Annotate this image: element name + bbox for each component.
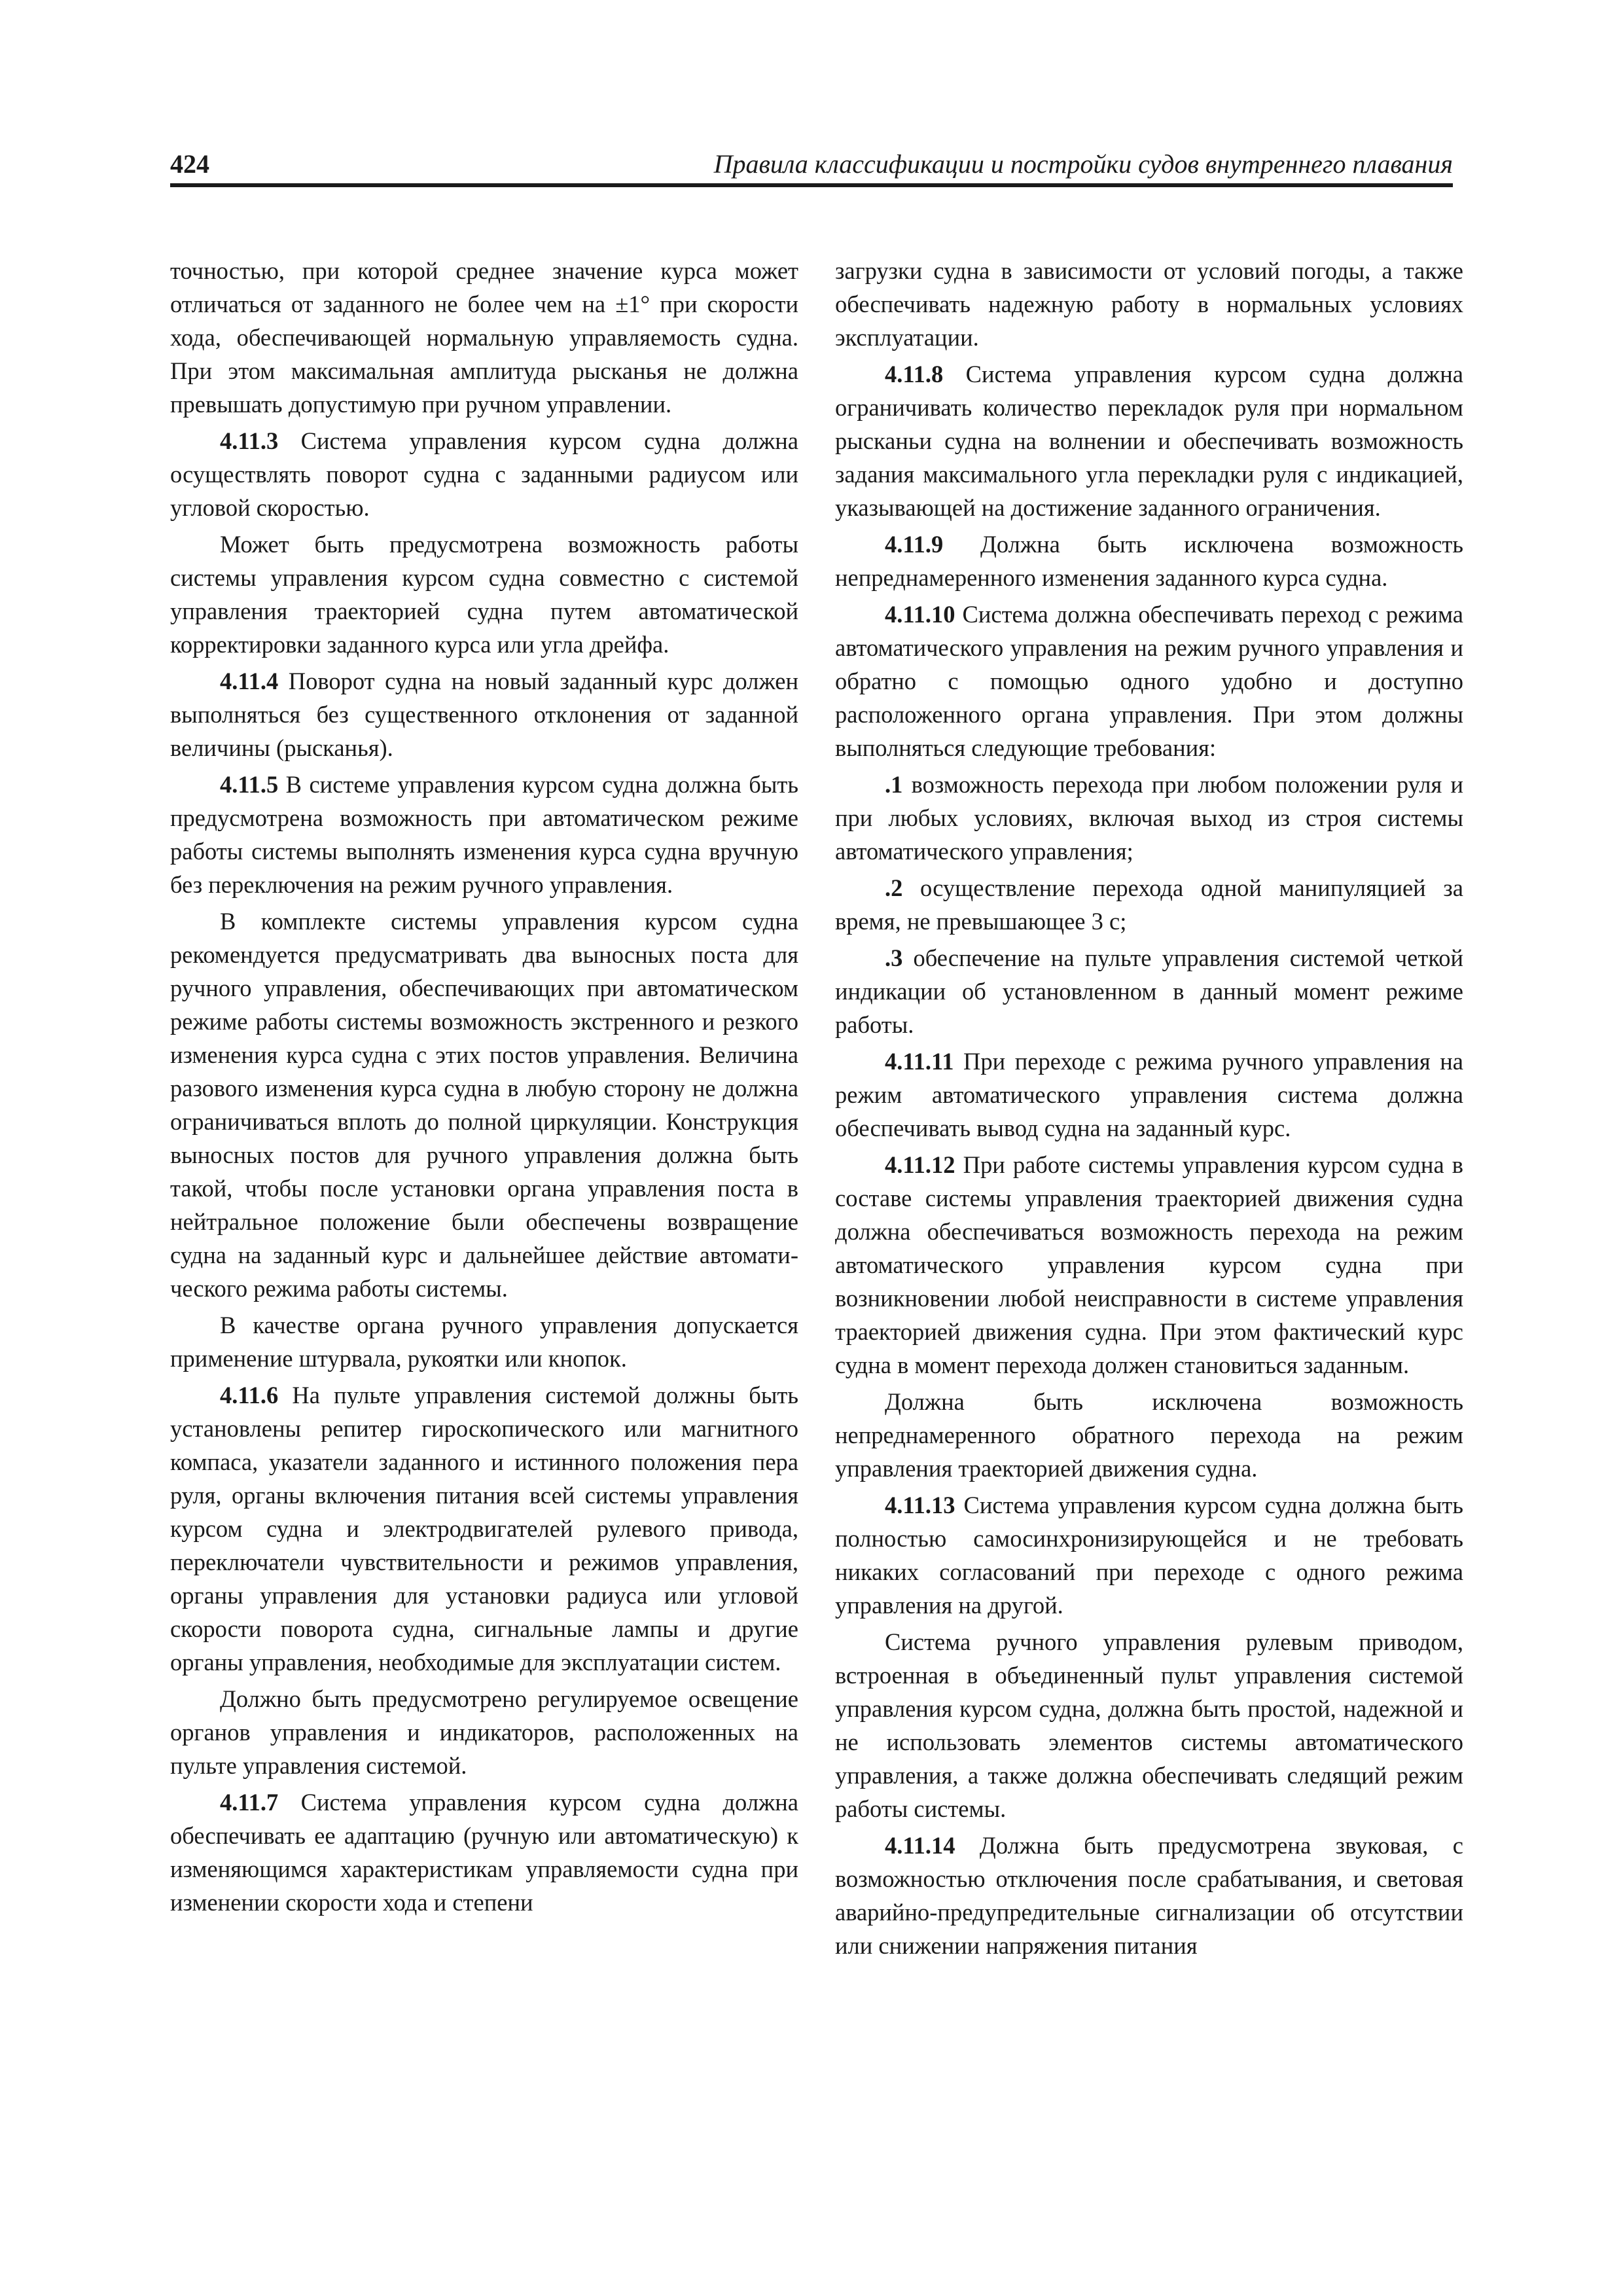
paragraph: Должно быть предусмотрено регулируемое освещение органов управления и индикаторов, расположенных на пульте управления системой. bbox=[170, 1685, 798, 1779]
clause-number: 4.11.7 bbox=[220, 1789, 279, 1816]
item-text: обеспечение на пульте управления системой четкой индикации об установленном в данный момент режиме работы. bbox=[835, 944, 1463, 1038]
clause-number: 4.11.11 bbox=[885, 1048, 954, 1075]
clause-4-11-4 bbox=[170, 664, 798, 764]
paragraph: Должна быть исключена возможность непреднамеренного обратного перехода на режим управления траекторией движения судна. bbox=[835, 1388, 1463, 1482]
item-number: .1 bbox=[885, 771, 903, 798]
clause-text: При переходе с режима ручного управления на режим автоматического управления система должна обеспечивать вывод судна на заданный курс. bbox=[835, 1048, 1463, 1141]
clause-text: Поворот судна на новый заданный курс должен выполняться без существенного отклонения от заданной величины (рысканья). bbox=[170, 668, 798, 761]
clause-text: Должна быть предусмотрена звуковая, с возможностью отключения после срабатывания, и световая аварийно-предупредительные сигнализации об отсутствии или снижении напряжения питания bbox=[835, 1832, 1463, 1959]
clause-number: 4.11.13 bbox=[885, 1492, 955, 1518]
clause-4-11-13 bbox=[835, 1488, 1463, 1622]
clause-text: В системе управления курсом судна должна быть предусмотрена возможность при автоматическом режиме работы системы выполнять изменения курса судна вручную без переключения на режим ручного управления. bbox=[170, 771, 798, 898]
paragraph: В комплекте системы управления курсом судна рекомендуется предусматривать два выносных поста для ручного управления, обеспечивающих при автоматическом режиме работы системы возможность экстренного и резкого изменения курса судна с этих постов управления. Величина разового изменения курса судна в любую сторону не должна ограничиваться вплоть до полной циркуляции. Конструкция выносных постов для ручного управления должна быть такой, чтобы после установки органа управления поста в нейтральное положение были обеспечены возвращение судна на заданный курс и дальнейшее действие автоматического режима работы системы. bbox=[170, 908, 798, 1302]
paragraph: Может быть предусмотрена возможность работы системы управления курсом судна совместно с системой управления траекторией судна путем автоматической корректировки заданного курса или угла дрейфа. bbox=[170, 531, 798, 658]
clause-number: 4.11.12 bbox=[885, 1151, 955, 1178]
list-item-2 bbox=[835, 871, 1463, 938]
page-number: 424 bbox=[170, 149, 209, 179]
clause-number: 4.11.6 bbox=[220, 1382, 279, 1408]
item-text: возможность перехода при любом положении руля и при любых условиях, включая выход из строя системы автоматического управления; bbox=[835, 771, 1463, 865]
running-title: Правила классификации и постройки судов внутреннего плавания bbox=[713, 149, 1453, 179]
right-column bbox=[835, 254, 1463, 1965]
item-text: осуществление перехода одной манипуляцией за время, не превышающее 3 с; bbox=[835, 874, 1463, 935]
clause-number: 4.11.10 bbox=[885, 601, 955, 628]
paragraph: точностью, при которой среднее значение курса может отличаться от заданного не более чем на ±1° при скорости хода, обеспечивающей нормальную управляемость судна. При этом максимальная амплитуда рысканья не должна превышать допустимую при ручном управлении. bbox=[170, 257, 798, 418]
clause-number: 4.11.3 bbox=[220, 427, 279, 454]
list-item-1 bbox=[835, 768, 1463, 868]
clause-4-11-10 bbox=[835, 598, 1463, 764]
clause-4-11-9 bbox=[835, 528, 1463, 594]
clause-text: На пульте управления системой должны быть установлены репитер гироскопического или магнитного компаса, указатели заданного и истинного положения пера руля, органы включения питания всей системы управления курсом судна и электродвигателей рулевого привода, переключатели чувствительности и режимов управления, органы управления для установки радиуса или угловой скорости поворота судна, сигнальные лампы и другие органы управления, необходимые для эксплуатации систем. bbox=[170, 1382, 798, 1676]
clause-4-11-7 bbox=[170, 1785, 798, 1919]
page-header bbox=[170, 144, 1453, 187]
paragraph: загрузки судна в зависимости от условий погоды, а также обеспечивать надежную работу в нормальных условиях эксплуатации. bbox=[835, 257, 1463, 351]
clause-text: Система управления курсом судна должна ограничивать количество перекладок руля при нормальном рысканьи судна на волнении и обеспечивать возможность задания максимального угла перекладки руля с индикацией, указывающей на достижение заданного ограничения. bbox=[835, 361, 1463, 521]
left-column bbox=[170, 254, 798, 1922]
clause-text: Должна быть исключена возможность непреднамеренного изменения заданного курса судна. bbox=[835, 531, 1463, 591]
clause-4-11-5 bbox=[170, 768, 798, 901]
clause-number: 4.11.8 bbox=[885, 361, 944, 387]
item-number: .2 bbox=[885, 874, 903, 901]
clause-4-11-6 bbox=[170, 1378, 798, 1679]
clause-4-11-14 bbox=[835, 1829, 1463, 1962]
clause-4-11-8 bbox=[835, 357, 1463, 524]
clause-text: Система управления курсом судна должна осуществлять поворот судна с заданными радиусом или угловой скоростью. bbox=[170, 427, 798, 521]
clause-text: Система должна обеспечивать переход с режима автоматического управления на режим ручного управления и обратно с помощью одного удобно и доступно расположенного органа управления. При этом должны выполняться следующие требования: bbox=[835, 601, 1463, 761]
clause-number: 4.11.5 bbox=[220, 771, 279, 798]
clause-4-11-11 bbox=[835, 1045, 1463, 1145]
paragraph: В качестве органа ручного управления допускается применение штурвала, рукоятки или кнопок. bbox=[170, 1312, 798, 1372]
list-item-3 bbox=[835, 941, 1463, 1041]
item-number: .3 bbox=[885, 944, 903, 971]
clause-text: При работе системы управления курсом судна в составе системы управления траекторией движения судна должна обеспечиваться возможность перехода на режим автоматического управления курсом судна при возникновении любой неисправности в системе управления траекторией движения судна. При этом фактический курс судна в момент перехода должен становиться заданным. bbox=[835, 1151, 1463, 1378]
clause-4-11-3 bbox=[170, 424, 798, 524]
clause-number: 4.11.4 bbox=[220, 668, 279, 694]
clause-number: 4.11.14 bbox=[885, 1832, 955, 1859]
clause-number: 4.11.9 bbox=[885, 531, 944, 558]
clause-text: Система управления курсом судна должна обеспечивать ее адаптацию (ручную или автоматическую) к изменяющимся характеристикам управляемости судна при изменении скорости хода и степени bbox=[170, 1789, 798, 1916]
paragraph: Система ручного управления рулевым приводом, встроенная в объединенный пульт управления системой управления курсом судна, должна быть простой, надежной и не использовать элементов системы автоматического управления, а также должна обеспечивать следящий режим работы системы. bbox=[835, 1628, 1463, 1822]
clause-text: Система управления курсом судна должна быть полностью самосинхронизирующейся и не требовать никаких согласований при переходе с одного режима управления на другой. bbox=[835, 1492, 1463, 1619]
clause-4-11-12 bbox=[835, 1148, 1463, 1382]
